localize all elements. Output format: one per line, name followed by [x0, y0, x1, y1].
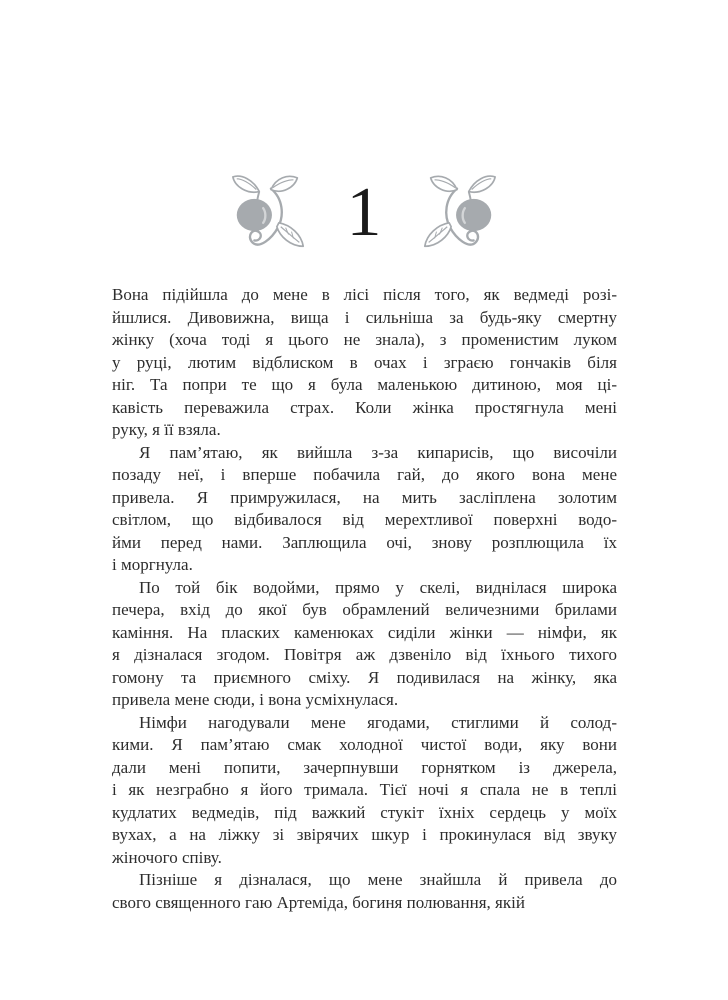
text-line: руку, я її взяла.	[112, 420, 221, 439]
text-line: кавість переважила страх. Коли жінка простягнула мені	[112, 397, 617, 417]
text-line: йшлися. Дивовижна, вища і сильніша за будь-яку смертну	[112, 307, 617, 327]
chapter-number: 1	[346, 174, 382, 251]
text-line: Пізніше я дізналася, що мене знайшла й привела до	[139, 870, 617, 889]
text-line: гомону та приємного сміху. Я подивилася на жінку, яка	[112, 667, 617, 687]
text-line: каміння. На пласких каменюках сиділи жінки — німфи, як	[112, 622, 617, 642]
text-line: Німфи нагодували мене ягодами, стиглими й солод-	[139, 712, 617, 732]
text-line: печера, вхід до якої був обрамлений величезними брилами	[112, 600, 617, 619]
chapter-header	[0, 168, 728, 264]
apple-sprig-icon	[226, 172, 314, 260]
apple-sprig-icon-mirrored	[414, 172, 502, 260]
text-line: привела. Я примружилася, на мить засліплена золотим	[112, 487, 617, 507]
text-line: привела мене сюди, і вона усміхнулася.	[112, 690, 399, 709]
text-line: у руці, лютим відблиском в очах і зграєю гончаків біля	[112, 352, 617, 372]
text-line: кими. Я пам’ятаю смак холодної чистої води, яку вони	[112, 735, 617, 754]
text-line: кудлатих ведмедів, під важкий стукіт їхніх сердець у моїх	[112, 802, 617, 822]
text-line: По той бік водойми, прямо у скелі, виднілася широка	[139, 577, 617, 597]
text-line: свого священного гаю Артеміда, богиня полювання, якій	[112, 892, 525, 912]
text-line: йми перед нами. Заплющила очі, знову розплющила їх	[112, 532, 617, 552]
text-line: і моргнула.	[112, 555, 193, 574]
text-line: світлом, що відбивалося від мерехтливої поверхні водо-	[112, 510, 617, 529]
text-line: Вона підійшла до мене в лісі після того, як ведмеді розі-	[112, 285, 617, 304]
body-text	[112, 284, 617, 914]
text-line: жіночого співу.	[112, 847, 222, 867]
text-line: жінку (хоча тоді я цього не знала), з променистим луком	[112, 330, 617, 349]
text-line: Я пам’ятаю, як вийшла з-за кипарисів, що височіли	[139, 442, 617, 462]
text-line: і як незграбно я його тримала. Тієї ночі я спала не в теплі	[112, 780, 617, 799]
text-line: дали мені попити, зачерпнувши горнятком із джерела,	[112, 757, 617, 777]
text-line: вухах, а на ліжку зі звірячих шкур і прокинулася від звуку	[112, 825, 617, 844]
text-line: я дізналася згодом. Повітря аж дзвеніло від їхнього тихого	[112, 645, 617, 664]
text-line: ніг. Та попри те що я була маленькою дитиною, моя ці-	[112, 375, 617, 394]
text-line: позаду неї, і вперше побачила гай, до якого вона мене	[112, 465, 617, 484]
